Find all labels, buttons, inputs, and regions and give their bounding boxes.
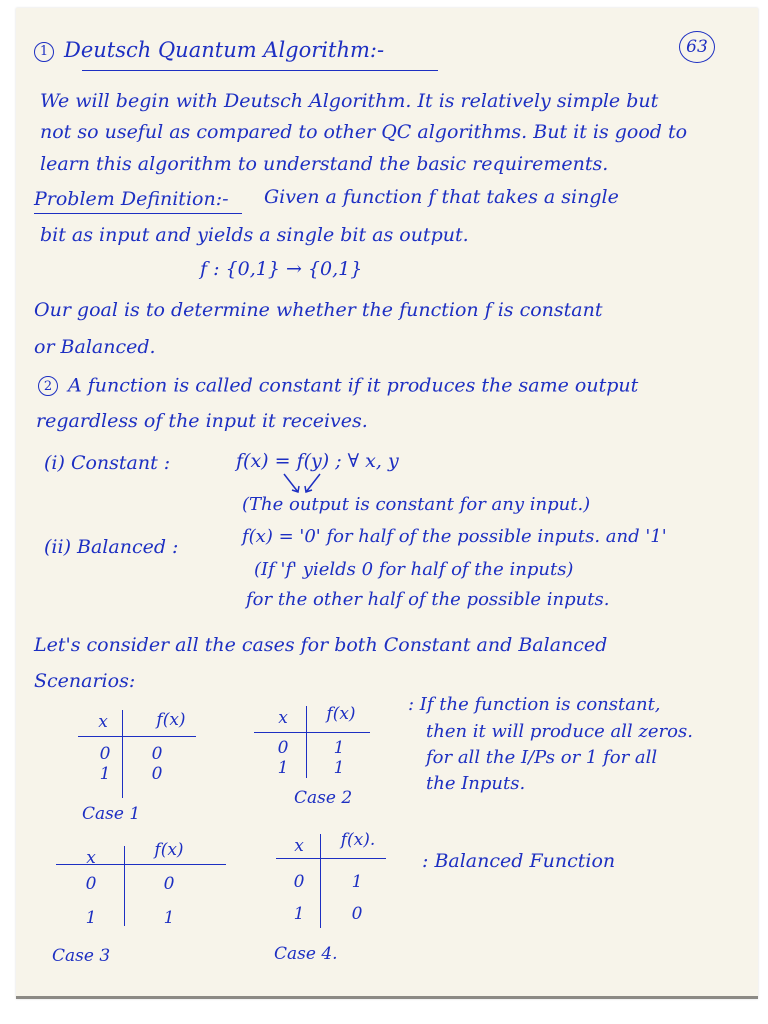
balanced-line-2: (If 'f' yields 0 for half of the inputs) — [254, 559, 574, 580]
problem-text-1: Given a function f that takes a single — [264, 186, 619, 208]
goal-line-2: or Balanced. — [34, 336, 156, 358]
constant-def-line-1: 2 A function is called constant if it produces the same output — [38, 376, 638, 396]
constant-cases-note-3: for all the I/Ps or 1 for all — [426, 747, 658, 768]
problem-underline — [34, 213, 242, 214]
case-2-table: x f(x) 0 1 1 1 — [250, 702, 410, 802]
intro-line-2: not so useful as compared to other QC algorithms. But it is good to — [40, 121, 688, 143]
page-number: 63 — [679, 31, 715, 63]
notebook-page — [16, 8, 758, 999]
intro-line-3: learn this algorithm to understand the basic requirements. — [40, 153, 609, 175]
constant-equation: f(x) = f(y) ; ∀ x, y — [236, 450, 399, 472]
constant-note: (The output is constant for any input.) — [242, 494, 591, 515]
balanced-line-3: for the other half of the possible inputs. — [246, 589, 610, 610]
section-number-1: 1 — [34, 42, 54, 62]
intro-line-1: We will begin with Deutsch Algorithm. It is relatively simple but — [40, 90, 659, 112]
constant-def-line-2: regardless of the input it receives. — [36, 410, 368, 432]
case-3-caption: Case 3 — [52, 946, 111, 966]
balanced-label: (ii) Balanced : — [44, 536, 179, 558]
constant-cases-note-4: the Inputs. — [426, 773, 526, 794]
case-4-table: x f(x). 0 1 1 0 — [266, 828, 426, 938]
constant-cases-note-2: then it will produce all zeros. — [426, 721, 693, 742]
problem-label: Problem Definition:- — [34, 188, 229, 210]
case-1-table: x f(x) 0 0 1 0 — [78, 708, 238, 838]
function-mapping: f : {0,1} → {0,1} — [200, 258, 363, 280]
case-1-caption: Case 1 — [82, 804, 141, 824]
problem-text-2: bit as input and yields a single bit as output. — [40, 224, 469, 246]
case-4-caption: Case 4. — [274, 944, 338, 964]
constant-cases-note-1: : If the function is constant, — [408, 694, 661, 715]
title-underline — [82, 70, 438, 71]
cases-intro-line-2: Scenarios: — [34, 670, 136, 692]
constant-label: (i) Constant : — [44, 452, 171, 474]
title-text: Deutsch Quantum Algorithm:- — [64, 38, 385, 62]
section-number-2: 2 — [38, 376, 58, 396]
case-2-caption: Case 2 — [294, 788, 353, 808]
balanced-line-1: f(x) = '0' for half of the possible inputs. and '1' — [242, 526, 667, 547]
cases-intro-line-1: Let's consider all the cases for both Constant and Balanced — [34, 634, 608, 656]
case-3-table: x f(x) 0 0 1 1 — [50, 840, 250, 940]
goal-line-1: Our goal is to determine whether the function f is constant — [34, 299, 603, 321]
balanced-cases-note: : Balanced Function — [422, 850, 616, 872]
section-title — [34, 40, 384, 62]
